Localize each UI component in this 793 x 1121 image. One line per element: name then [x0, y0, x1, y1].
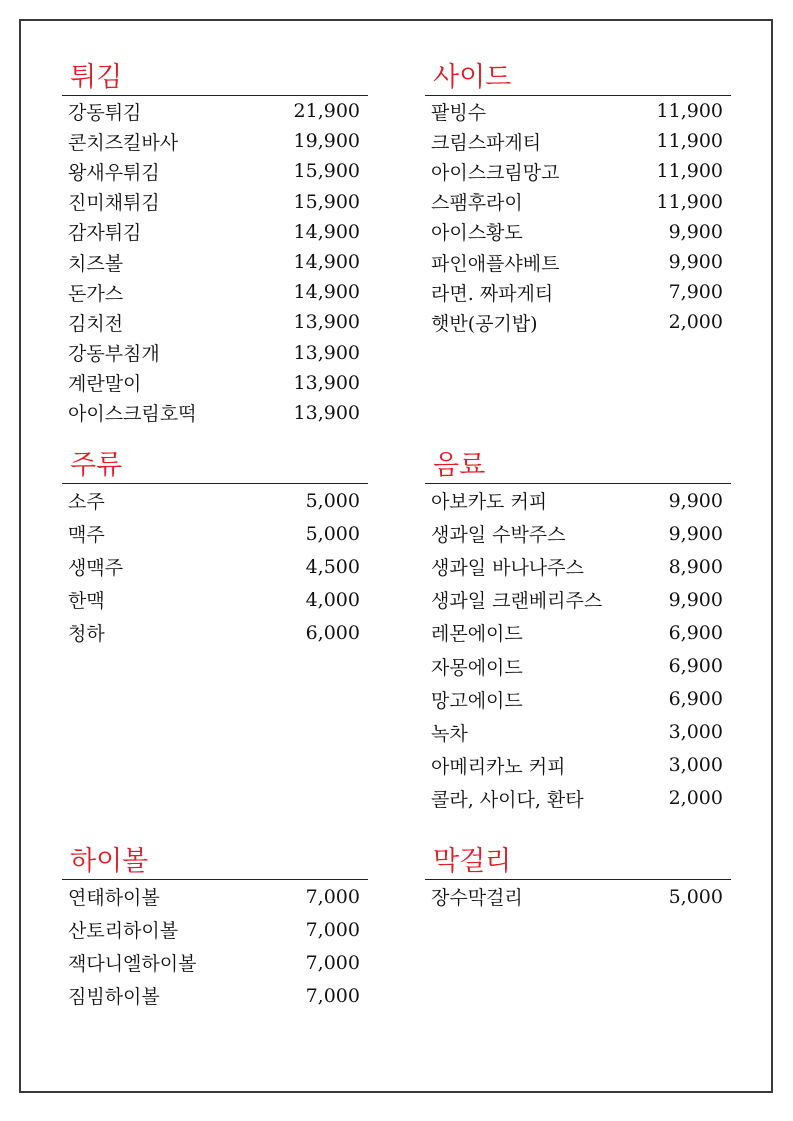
- item-name: 왕새우튀김: [68, 161, 160, 184]
- section-title: 막걸리: [425, 845, 731, 880]
- item-name: 녹차: [431, 722, 468, 745]
- item-price: 7,900: [668, 281, 723, 304]
- menu-item: [425, 782, 731, 815]
- item-price: 9,900: [668, 489, 723, 512]
- menu-item: [62, 217, 368, 247]
- menu-item: [425, 517, 731, 550]
- item-price: 7,000: [305, 885, 360, 908]
- item-name: 아이스크림망고: [431, 161, 560, 184]
- menu-item: [62, 583, 368, 616]
- menu-item: [425, 126, 731, 156]
- item-name: 생과일 수박주스: [431, 524, 566, 547]
- item-price: 9,900: [668, 522, 723, 545]
- menu-item: [62, 368, 368, 398]
- item-price: 11,900: [656, 100, 723, 123]
- item-price: 3,000: [668, 721, 723, 744]
- item-name: 스팸후라이: [431, 192, 523, 215]
- item-price: 14,900: [293, 281, 360, 304]
- item-list: [62, 484, 368, 649]
- menu-item: [425, 749, 731, 782]
- item-price: 15,900: [293, 190, 360, 213]
- section-title: 하이볼: [62, 845, 368, 880]
- item-price: 5,000: [305, 489, 360, 512]
- section-fried: [62, 61, 368, 428]
- item-name: 크림스파게티: [431, 131, 542, 154]
- section-liquor: [62, 449, 368, 649]
- item-name: 소주: [68, 491, 105, 514]
- item-list: [425, 96, 731, 338]
- item-name: 짐빔하이볼: [68, 986, 160, 1009]
- item-name: 강동튀김: [68, 101, 142, 124]
- item-name: 아이스크림호떡: [68, 403, 197, 426]
- item-price: 9,900: [668, 251, 723, 274]
- item-price: 14,900: [293, 220, 360, 243]
- item-price: 4,500: [305, 555, 360, 578]
- item-name: 아보카도 커피: [431, 491, 548, 514]
- item-price: 15,900: [293, 160, 360, 183]
- item-name: 아이스황도: [431, 222, 523, 245]
- item-name: 치즈볼: [68, 252, 124, 275]
- item-name: 김치전: [68, 312, 124, 335]
- item-name: 망고에이드: [431, 689, 523, 712]
- menu-item: [62, 247, 368, 277]
- menu-item: [425, 307, 731, 337]
- item-name: 파인애플샤베트: [431, 252, 560, 275]
- item-name: 라면. 짜파게티: [431, 282, 554, 305]
- section-makgeolli: [425, 845, 731, 913]
- item-name: 진미채튀김: [68, 192, 160, 215]
- item-price: 21,900: [293, 100, 360, 123]
- menu-item: [425, 187, 731, 217]
- item-name: 아메리카노 커피: [431, 755, 566, 778]
- item-price: 11,900: [656, 190, 723, 213]
- item-price: 2,000: [668, 311, 723, 334]
- item-name: 청하: [68, 623, 105, 646]
- item-price: 13,900: [293, 311, 360, 334]
- item-price: 9,900: [668, 588, 723, 611]
- item-name: 콜라, 사이다, 환타: [431, 788, 584, 811]
- item-price: 5,000: [668, 885, 723, 908]
- item-name: 돈가스: [68, 282, 124, 305]
- section-title: 튀김: [62, 61, 368, 96]
- item-name: 레몬에이드: [431, 623, 523, 646]
- menu-item: [425, 616, 731, 649]
- item-price: 19,900: [293, 130, 360, 153]
- item-name: 생맥주: [68, 557, 124, 580]
- menu-item: [62, 550, 368, 583]
- item-name: 한맥: [68, 590, 105, 613]
- menu-item: [425, 247, 731, 277]
- item-name: 계란말이: [68, 373, 142, 396]
- item-price: 14,900: [293, 251, 360, 274]
- menu-item: [425, 880, 731, 913]
- item-name: 강동부침개: [68, 343, 160, 366]
- item-list: [425, 880, 731, 913]
- item-price: 6,900: [668, 655, 723, 678]
- menu-item: [425, 683, 731, 716]
- section-drinks: [425, 449, 731, 815]
- item-list: [62, 880, 368, 1012]
- item-price: 9,900: [668, 220, 723, 243]
- menu-item: [425, 96, 731, 126]
- item-name: 햇반(공기밥): [431, 312, 538, 335]
- section-highball: [62, 845, 368, 1012]
- item-name: 잭다니엘하이볼: [68, 953, 197, 976]
- menu-item: [62, 517, 368, 550]
- menu-item: [62, 484, 368, 517]
- item-price: 11,900: [656, 130, 723, 153]
- item-price: 2,000: [668, 787, 723, 810]
- menu-item: [62, 946, 368, 979]
- menu-item: [425, 484, 731, 517]
- menu-item: [425, 716, 731, 749]
- section-title: 음료: [425, 449, 731, 484]
- menu-item: [62, 307, 368, 337]
- section-title: 주류: [62, 449, 368, 484]
- menu-item: [62, 398, 368, 428]
- menu-item: [62, 96, 368, 126]
- item-list: [62, 96, 368, 428]
- menu-item: [62, 277, 368, 307]
- item-price: 5,000: [305, 522, 360, 545]
- item-price: 7,000: [305, 951, 360, 974]
- item-price: 3,000: [668, 754, 723, 777]
- menu-item: [62, 338, 368, 368]
- item-name: 산토리하이볼: [68, 920, 179, 943]
- item-name: 연태하이볼: [68, 887, 160, 910]
- item-name: 생과일 크랜베리주스: [431, 590, 603, 613]
- item-name: 자몽에이드: [431, 656, 523, 679]
- item-price: 4,000: [305, 588, 360, 611]
- item-price: 13,900: [293, 371, 360, 394]
- menu-item: [62, 979, 368, 1012]
- item-price: 6,900: [668, 688, 723, 711]
- section-side: [425, 61, 731, 338]
- menu-item: [62, 616, 368, 649]
- item-price: 7,000: [305, 918, 360, 941]
- item-price: 8,900: [668, 555, 723, 578]
- item-price: 13,900: [293, 401, 360, 424]
- menu-item: [425, 550, 731, 583]
- menu-item: [425, 583, 731, 616]
- item-list: [425, 484, 731, 815]
- item-price: 6,000: [305, 621, 360, 644]
- menu-item: [425, 649, 731, 682]
- item-price: 11,900: [656, 160, 723, 183]
- menu-item: [425, 217, 731, 247]
- menu-item: [62, 156, 368, 186]
- menu-item: [425, 156, 731, 186]
- item-price: 13,900: [293, 341, 360, 364]
- item-price: 6,900: [668, 621, 723, 644]
- menu-item: [425, 277, 731, 307]
- menu-item: [62, 913, 368, 946]
- item-name: 장수막걸리: [431, 887, 523, 910]
- item-price: 7,000: [305, 984, 360, 1007]
- menu-item: [62, 187, 368, 217]
- item-name: 맥주: [68, 524, 105, 547]
- item-name: 팥빙수: [431, 101, 487, 124]
- menu-item: [62, 126, 368, 156]
- item-name: 감자튀김: [68, 222, 142, 245]
- section-title: 사이드: [425, 61, 731, 96]
- item-name: 생과일 바나나주스: [431, 557, 584, 580]
- item-name: 콘치즈킬바사: [68, 131, 179, 154]
- menu-item: [62, 880, 368, 913]
